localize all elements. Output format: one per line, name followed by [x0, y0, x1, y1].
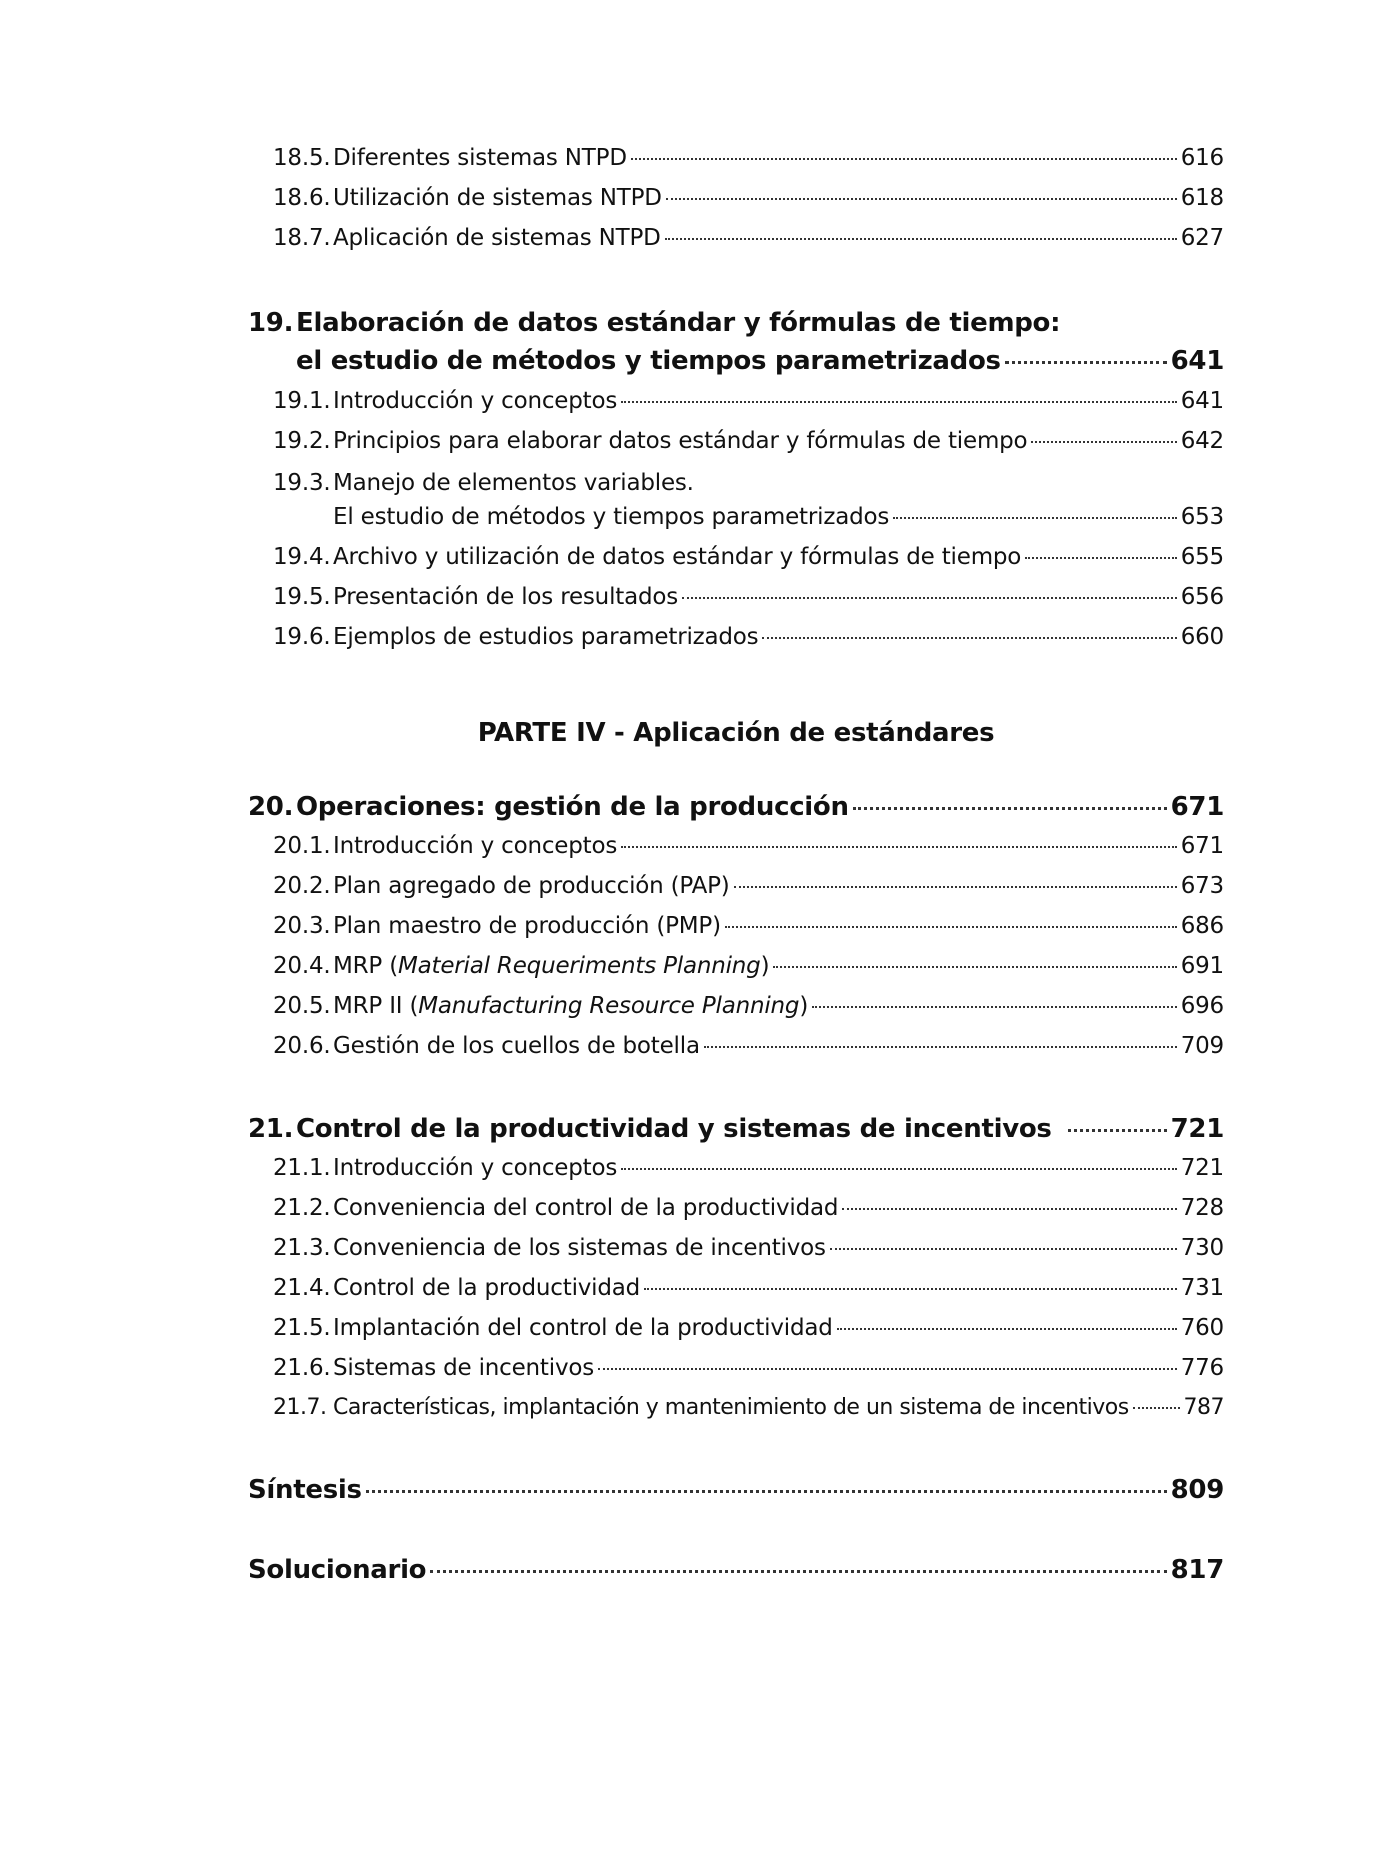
entry-page: 655 [1180, 544, 1224, 570]
toc-entry-20-1 [273, 833, 1224, 859]
entry-page: 673 [1180, 873, 1224, 899]
entry-number: 19.3. [273, 470, 331, 496]
dot-leader [734, 886, 1177, 888]
entry-title: Ejemplos de estudios parametrizados [333, 624, 759, 650]
toc-entry-19-1 [273, 388, 1224, 414]
entry-title [333, 993, 808, 1019]
entry-page: 618 [1180, 185, 1224, 211]
dot-leader [366, 1490, 1167, 1493]
toc-entry-19-3-line2 [333, 504, 1224, 530]
entry-number: 20.6. [273, 1033, 331, 1059]
toc-entry-20-6 [273, 1033, 1224, 1059]
entry-title: Plan agregado de producción (PAP) [333, 873, 730, 899]
chapter-page: 721 [1170, 1114, 1224, 1144]
entry-title [333, 953, 769, 979]
dot-leader [893, 517, 1177, 519]
dot-leader [631, 158, 1177, 160]
entry-page: 787 [1183, 1395, 1224, 1420]
entry-number: 18.7. [273, 225, 331, 251]
toc-entry-18-7 [273, 225, 1224, 251]
entry-title-prefix: MRP II ( [333, 993, 419, 1019]
entry-number: 20.5. [273, 993, 331, 1019]
entry-number: 19.4. [273, 544, 331, 570]
dot-leader [837, 1328, 1177, 1330]
chapter-21-heading [248, 1114, 1224, 1144]
dot-leader [704, 1046, 1177, 1048]
entry-page: 721 [1180, 1155, 1224, 1181]
chapter-page: 671 [1170, 792, 1224, 822]
toc-entry-20-5 [273, 993, 1224, 1019]
entry-page: 656 [1180, 584, 1224, 610]
dot-leader [644, 1288, 1177, 1290]
entry-title: Introducción y conceptos [333, 1155, 618, 1181]
entry-page: 730 [1180, 1235, 1224, 1261]
toc-entry-19-2 [273, 428, 1224, 454]
toc-entry-19-3-line1 [273, 470, 1224, 496]
dot-leader [1133, 1407, 1180, 1409]
entry-number: 20.4. [273, 953, 331, 979]
dot-leader [853, 807, 1167, 810]
entry-number: 19.2. [273, 428, 331, 454]
entry-title-prefix: MRP ( [333, 953, 398, 979]
dot-leader [430, 1570, 1166, 1573]
entry-page: 731 [1180, 1275, 1224, 1301]
entry-page: 642 [1180, 428, 1224, 454]
entry-title-suffix: ) [760, 953, 770, 979]
chapter-page: 641 [1170, 346, 1224, 376]
dot-leader [773, 966, 1176, 968]
entry-page: 696 [1180, 993, 1224, 1019]
chapter-title: Control de la productividad y sistemas de incentivos [296, 1114, 1052, 1144]
section-title: Solucionario [248, 1555, 427, 1585]
chapter-title: Elaboración de datos estándar y fórmulas de tiempo: [296, 308, 1061, 338]
dot-leader [666, 198, 1177, 200]
section-page: 817 [1170, 1555, 1224, 1585]
entry-page: 653 [1180, 504, 1224, 530]
entry-page: 709 [1180, 1033, 1224, 1059]
sintesis-heading [248, 1475, 1224, 1505]
entry-number: 19.5. [273, 584, 331, 610]
toc-entry-19-6 [273, 624, 1224, 650]
entry-number: 19.1. [273, 388, 331, 414]
chapter-number: 20. [248, 792, 294, 822]
entry-number: 21.2. [273, 1195, 331, 1221]
entry-number: 21.7. [273, 1395, 327, 1420]
entry-number: 21.5. [273, 1315, 331, 1341]
entry-title-suffix: ) [799, 993, 809, 1019]
entry-title: Introducción y conceptos [333, 833, 618, 859]
entry-number: 21.1. [273, 1155, 331, 1181]
entry-page: 627 [1180, 225, 1224, 251]
entry-page: 616 [1180, 145, 1224, 171]
dot-leader [1031, 441, 1176, 443]
section-title: Síntesis [248, 1475, 362, 1505]
dot-leader [1005, 361, 1167, 364]
dot-leader [1068, 1129, 1167, 1132]
entry-page: 686 [1180, 913, 1224, 939]
toc-entry-21-6 [273, 1355, 1224, 1381]
entry-title: Archivo y utilización de datos estándar y fórmulas de tiempo [333, 544, 1022, 570]
entry-page: 671 [1180, 833, 1224, 859]
dot-leader [812, 1006, 1177, 1008]
entry-title: Manejo de elementos variables. [333, 470, 694, 496]
dot-leader [1025, 557, 1177, 559]
dot-leader [665, 238, 1177, 240]
entry-page: 776 [1180, 1355, 1224, 1381]
entry-page: 641 [1180, 388, 1224, 414]
entry-title: Introducción y conceptos [333, 388, 618, 414]
entry-title-italic: Material Requeriments Planning [397, 953, 761, 979]
toc-entry-20-3 [273, 913, 1224, 939]
entry-title: Características, implantación y mantenimiento de un sistema de incentivos [333, 1395, 1129, 1420]
entry-title: Diferentes sistemas NTPD [333, 145, 627, 171]
entry-title: Principios para elaborar datos estándar y fórmulas de tiempo [333, 428, 1028, 454]
entry-number: 20.1. [273, 833, 331, 859]
chapter-number: 21. [248, 1114, 294, 1144]
toc-entry-21-1 [273, 1155, 1224, 1181]
toc-entry-20-2 [273, 873, 1224, 899]
solucionario-heading [248, 1555, 1224, 1585]
entry-number: 20.3. [273, 913, 331, 939]
entry-title: Aplicación de sistemas NTPD [333, 225, 661, 251]
entry-title-italic: Manufacturing Resource Planning [418, 993, 800, 1019]
chapter-19-heading-line1 [248, 308, 1224, 338]
toc-entry-21-2 [273, 1195, 1224, 1221]
entry-page: 691 [1180, 953, 1224, 979]
entry-title: Gestión de los cuellos de botella [333, 1033, 700, 1059]
chapter-19-heading-line2 [296, 346, 1224, 376]
toc-entry-18-5 [273, 145, 1224, 171]
entry-title: Plan maestro de producción (PMP) [333, 913, 721, 939]
toc-entry-21-5 [273, 1315, 1224, 1341]
toc-entry-19-5 [273, 584, 1224, 610]
toc-entry-21-3 [273, 1235, 1224, 1261]
toc-entry-18-6 [273, 185, 1224, 211]
entry-number: 21.3. [273, 1235, 331, 1261]
entry-page: 728 [1180, 1195, 1224, 1221]
entry-number: 18.6. [273, 185, 331, 211]
dot-leader [598, 1368, 1177, 1370]
entry-page: 760 [1180, 1315, 1224, 1341]
section-page: 809 [1170, 1475, 1224, 1505]
entry-number: 21.4. [273, 1275, 331, 1301]
entry-number: 18.5. [273, 145, 331, 171]
dot-leader [725, 926, 1177, 928]
entry-number: 20.2. [273, 873, 331, 899]
chapter-number: 19. [248, 308, 294, 338]
chapter-20-heading [248, 792, 1224, 822]
toc-entry-19-4 [273, 544, 1224, 570]
toc-entry-20-4 [273, 953, 1224, 979]
chapter-title-continued: el estudio de métodos y tiempos parametrizados [296, 346, 1001, 376]
entry-title: Presentación de los resultados [333, 584, 679, 610]
entry-title: Control de la productividad [333, 1275, 641, 1301]
entry-title: Sistemas de incentivos [333, 1355, 595, 1381]
entry-title: Conveniencia del control de la productividad [333, 1195, 839, 1221]
dot-leader [842, 1208, 1176, 1210]
dot-leader [621, 401, 1177, 403]
dot-leader [621, 846, 1177, 848]
entry-number: 21.6. [273, 1355, 331, 1381]
entry-number: 19.6. [273, 624, 331, 650]
entry-title-continued: El estudio de métodos y tiempos parametrizados [333, 504, 890, 530]
dot-leader [830, 1248, 1177, 1250]
dot-leader [621, 1168, 1177, 1170]
chapter-title: Operaciones: gestión de la producción [296, 792, 849, 822]
part-iv-title: PARTE IV - Aplicación de estándares [477, 718, 995, 748]
toc-entry-21-7 [273, 1395, 1224, 1420]
toc-entry-21-4 [273, 1275, 1224, 1301]
entry-title: Utilización de sistemas NTPD [333, 185, 662, 211]
dot-leader [682, 597, 1177, 599]
entry-title: Conveniencia de los sistemas de incentivos [333, 1235, 826, 1261]
dot-leader [762, 637, 1176, 639]
entry-page: 660 [1180, 624, 1224, 650]
entry-title: Implantación del control de la productividad [333, 1315, 833, 1341]
